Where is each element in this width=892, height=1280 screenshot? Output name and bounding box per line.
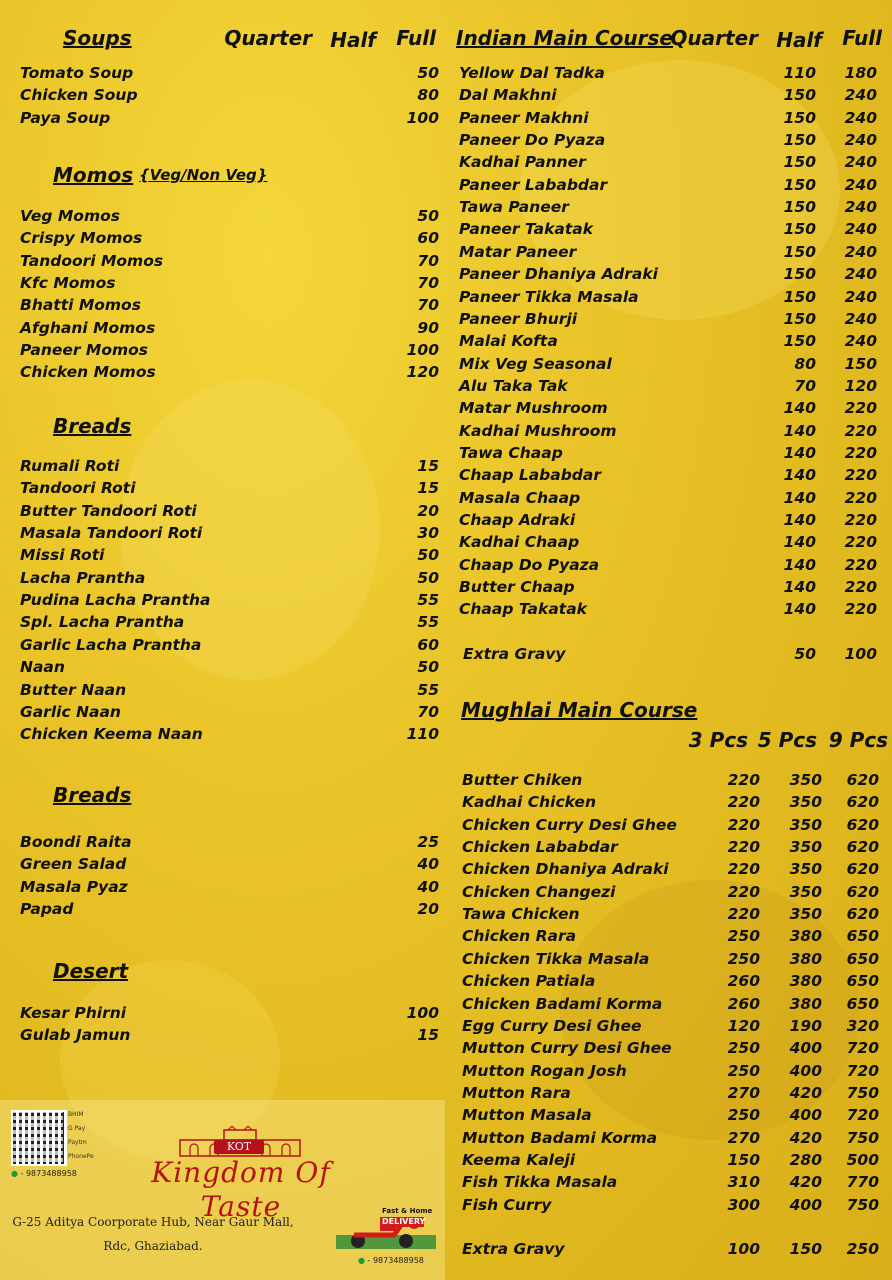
address-line-2: Rdc, Ghaziabad. xyxy=(103,1239,203,1253)
delivery-tagline: Fast & Home xyxy=(382,1207,433,1215)
menu-item-name: Yellow Dal Tadka xyxy=(459,64,605,82)
column-header-9-pcs: 9 Pcs xyxy=(828,728,888,752)
menu-item-price-full: 240 xyxy=(844,198,877,217)
paytm-label: Paytm xyxy=(68,1139,87,1146)
menu-item-price: 25 xyxy=(417,833,439,851)
menu-item-name: Kfc Momos xyxy=(20,274,116,293)
menu-item-price-half: 50 xyxy=(794,645,816,663)
menu-item-price: 100 xyxy=(406,1004,439,1022)
menu-item-price-half: 150 xyxy=(783,153,816,172)
menu-item-price-half: 150 xyxy=(783,108,816,127)
menu-item-price-full: 220 xyxy=(844,533,877,552)
column-header-5-pcs: 5 Pcs xyxy=(757,728,817,752)
menu-item-price-5-pcs: 350 xyxy=(789,793,822,812)
menu-item-price-half: 140 xyxy=(783,533,816,552)
menu-item-price-9-pcs: 750 xyxy=(846,1128,879,1147)
menu-item-name: Spl. Lacha Prantha xyxy=(20,613,185,632)
menu-item-price-5-pcs: 350 xyxy=(789,771,822,789)
menu-item-price-9-pcs: 750 xyxy=(846,1195,879,1214)
menu-item-price-5-pcs: 350 xyxy=(789,905,822,924)
menu-item-price-9-pcs: 770 xyxy=(846,1173,879,1192)
menu-item-price-full: 220 xyxy=(844,421,877,440)
menu-item-price-3-pcs: 220 xyxy=(727,838,760,857)
menu-item-name: Mutton Curry Desi Ghee xyxy=(462,1039,672,1058)
menu-item-name: Fish Curry xyxy=(462,1195,552,1214)
menu-item-price-half: 150 xyxy=(783,309,816,328)
menu-item-price: 80 xyxy=(417,86,439,105)
menu-item-name: Keema Kaleji xyxy=(462,1150,576,1169)
menu-item-name: Papad xyxy=(20,900,74,919)
menu-item-name: Kadhai Chaap xyxy=(459,533,580,552)
menu-item-price-5-pcs: 190 xyxy=(789,1016,822,1035)
menu-item-name: Chicken Keema Naan xyxy=(20,725,203,744)
menu-item-name: Matar Paneer xyxy=(459,242,577,261)
menu-item-price-3-pcs: 250 xyxy=(727,927,760,946)
menu-item-price-9-pcs: 250 xyxy=(846,1240,879,1258)
menu-item-name: Chicken Changezi xyxy=(462,882,616,901)
menu-item-name: Tomato Soup xyxy=(20,64,134,82)
menu-item-name: Butter Chiken xyxy=(462,771,583,789)
menu-item-price-full: 220 xyxy=(844,600,877,619)
column-header-3-pcs: 3 Pcs xyxy=(688,728,748,752)
menu-item-price-9-pcs: 620 xyxy=(846,771,879,789)
menu-item-price-full: 240 xyxy=(844,309,877,328)
menu-item-name: Paneer Takatak xyxy=(459,220,594,239)
menu-item-price-9-pcs: 750 xyxy=(846,1083,879,1102)
menu-item-price-half: 140 xyxy=(783,600,816,619)
menu-item-name: Butter Tandoori Roti xyxy=(20,501,197,520)
column-header-half: Half xyxy=(776,28,822,52)
qr-code-pattern xyxy=(11,1110,63,1162)
menu-item-name: Tawa Paneer xyxy=(459,198,569,217)
menu-item-price-half: 140 xyxy=(783,399,816,418)
menu-item-price-full: 240 xyxy=(844,220,877,239)
menu-item-price-9-pcs: 650 xyxy=(846,927,879,946)
menu-item-name: Afghani Momos xyxy=(20,318,156,337)
menu-item-price-9-pcs: 620 xyxy=(846,793,879,812)
menu-item-price: 110 xyxy=(406,725,439,744)
menu-item-price-3-pcs: 220 xyxy=(727,905,760,924)
menu-item-price-half: 150 xyxy=(783,287,816,306)
menu-item-price-full: 240 xyxy=(844,265,877,284)
menu-item-price-3-pcs: 150 xyxy=(727,1150,760,1169)
menu-item-price: 20 xyxy=(417,900,439,919)
menu-item-name: Green Salad xyxy=(20,855,127,874)
menu-item-price: 50 xyxy=(417,568,439,587)
menu-item-price-9-pcs: 650 xyxy=(846,949,879,968)
menu-item-price-full: 240 xyxy=(844,86,877,105)
menu-item-name: Naan xyxy=(20,658,65,677)
menu-item-price: 55 xyxy=(417,680,439,699)
menu-item-price-half: 140 xyxy=(783,488,816,507)
menu-item-price-half: 140 xyxy=(783,578,816,597)
menu-item-name: Garlic Naan xyxy=(20,702,121,721)
menu-item-price-5-pcs: 350 xyxy=(789,860,822,879)
menu-item-name: Mutton Masala xyxy=(462,1106,592,1125)
menu-item-name-extra-gravy: Extra Gravy xyxy=(462,1240,565,1258)
menu-item-name: Kadhai Chicken xyxy=(462,793,596,812)
menu-item-price-full: 240 xyxy=(844,175,877,194)
menu-item-price-5-pcs: 400 xyxy=(789,1039,822,1058)
menu-item-name: Chicken Lababdar xyxy=(462,838,618,857)
menu-item-price-5-pcs: 150 xyxy=(789,1240,822,1258)
menu-item-name: Paneer Momos xyxy=(20,341,149,360)
menu-item-price-9-pcs: 320 xyxy=(846,1016,879,1035)
menu-item-price-3-pcs: 220 xyxy=(727,882,760,901)
menu-item-price: 120 xyxy=(406,363,439,382)
menu-item-price: 55 xyxy=(417,591,439,610)
menu-item-price-5-pcs: 350 xyxy=(789,882,822,901)
menu-item-name: Chaap Takatak xyxy=(459,600,587,619)
menu-item-name: Egg Curry Desi Ghee xyxy=(462,1016,642,1035)
menu-item-price-9-pcs: 720 xyxy=(846,1039,879,1058)
menu-item-name: Tandoori Roti xyxy=(20,479,136,498)
section-title-soups: Soups xyxy=(63,26,132,50)
section-title-mughlai-main-course: Mughlai Main Course xyxy=(461,698,698,722)
menu-item-name: Masala Chaap xyxy=(459,488,581,507)
menu-item-price-9-pcs: 620 xyxy=(846,860,879,879)
menu-item-price-half: 70 xyxy=(794,376,816,395)
menu-item-name: Chaap Lababdar xyxy=(459,466,602,485)
menu-item-price-3-pcs: 100 xyxy=(727,1240,760,1258)
menu-item-price-half: 140 xyxy=(783,466,816,485)
menu-item-price-half: 150 xyxy=(783,86,816,105)
menu-item-price-9-pcs: 500 xyxy=(846,1150,879,1169)
menu-item-name: Paneer Tikka Masala xyxy=(459,287,639,306)
menu-item-price: 60 xyxy=(417,229,439,248)
menu-item-price-3-pcs: 220 xyxy=(727,815,760,834)
menu-item-name: Chicken Patiala xyxy=(462,972,596,991)
menu-item-price-half: 150 xyxy=(783,175,816,194)
menu-item-price-full: 240 xyxy=(844,131,877,150)
bhim-pay-label: BHIM xyxy=(68,1111,84,1118)
menu-item-name: Chicken Badami Korma xyxy=(462,994,663,1013)
delivery-badge: DELIVERY xyxy=(382,1217,426,1226)
menu-item-price-full: 240 xyxy=(844,108,877,127)
menu-item-price-half: 150 xyxy=(783,131,816,150)
menu-item-price-full: 150 xyxy=(844,354,877,373)
menu-item-name: Pudina Lacha Prantha xyxy=(20,591,211,610)
menu-item-price: 70 xyxy=(417,702,439,721)
menu-item-price-9-pcs: 620 xyxy=(846,838,879,857)
menu-item-name: Paneer Dhaniya Adraki xyxy=(459,265,658,284)
menu-item-price-half: 150 xyxy=(783,242,816,261)
menu-item-name: Bhatti Momos xyxy=(20,296,141,315)
menu-item-price: 50 xyxy=(417,64,439,82)
menu-item-price: 15 xyxy=(417,1026,439,1045)
menu-item-price-half: 140 xyxy=(783,443,816,462)
menu-item-price-half: 150 xyxy=(783,220,816,239)
menu-item-price-3-pcs: 250 xyxy=(727,1039,760,1058)
menu-item-price: 50 xyxy=(417,658,439,677)
column-header-half: Half xyxy=(330,28,376,52)
menu-item-price-5-pcs: 400 xyxy=(789,1195,822,1214)
column-header-full: Full xyxy=(842,26,882,50)
menu-item-price-5-pcs: 380 xyxy=(789,994,822,1013)
whatsapp-icon: ● xyxy=(11,1169,18,1178)
menu-item-price-9-pcs: 650 xyxy=(846,994,879,1013)
menu-item-price: 70 xyxy=(417,296,439,315)
menu-item-name: Rumali Roti xyxy=(20,457,120,475)
menu-item-price-9-pcs: 650 xyxy=(846,972,879,991)
menu-item-price: 40 xyxy=(417,877,439,896)
menu-item-price-half: 80 xyxy=(794,354,816,373)
menu-item-price-5-pcs: 420 xyxy=(789,1173,822,1192)
menu-item-name: Masala Pyaz xyxy=(20,877,128,896)
menu-item-name: Paneer Bhurji xyxy=(459,309,578,328)
menu-item-price: 50 xyxy=(417,546,439,565)
menu-item-price-3-pcs: 300 xyxy=(727,1195,760,1214)
column-header-full: Full xyxy=(396,26,436,50)
menu-item-price-full: 100 xyxy=(844,645,877,663)
section-title-desert: Desert xyxy=(53,959,129,983)
menu-item-name: Chicken Rara xyxy=(462,927,577,946)
menu-item-name: Mutton Badami Korma xyxy=(462,1128,658,1147)
menu-item-price-5-pcs: 350 xyxy=(789,815,822,834)
menu-item-price-9-pcs: 620 xyxy=(846,815,879,834)
menu-item-name: Dal Makhni xyxy=(459,86,557,105)
menu-item-name: Paneer Makhni xyxy=(459,108,589,127)
menu-item-name: Chaap Adraki xyxy=(459,511,576,529)
menu-item-name: Gulab Jamun xyxy=(20,1026,131,1045)
menu-item-name: Veg Momos xyxy=(20,207,120,225)
restaurant-logo: Kingdom Of Taste xyxy=(151,1156,331,1223)
menu-item-name: Tawa Chicken xyxy=(462,905,580,924)
menu-item-price-full: 220 xyxy=(844,555,877,574)
menu-item-price-3-pcs: 220 xyxy=(727,771,760,789)
gpay-label: G Pay xyxy=(68,1125,86,1132)
menu-item-price-half: 150 xyxy=(783,265,816,284)
menu-item-price: 50 xyxy=(417,207,439,225)
menu-item-name-extra-gravy: Extra Gravy xyxy=(463,645,566,663)
menu-item-price-full: 220 xyxy=(844,443,877,462)
menu-item-name: Alu Taka Tak xyxy=(459,376,568,395)
menu-item-name: Mutton Rogan Josh xyxy=(462,1061,627,1080)
menu-item-name: Missi Roti xyxy=(20,546,105,565)
menu-item-price: 100 xyxy=(406,341,439,360)
phone-number-delivery: ● - 9873488958 xyxy=(358,1256,424,1265)
menu-item-price-full: 220 xyxy=(844,488,877,507)
menu-item-price-full: 220 xyxy=(844,399,877,418)
menu-item-price-3-pcs: 260 xyxy=(727,972,760,991)
menu-item-price-5-pcs: 420 xyxy=(789,1083,822,1102)
menu-item-price-5-pcs: 350 xyxy=(789,838,822,857)
menu-item-price-half: 140 xyxy=(783,421,816,440)
menu-item-price-half: 140 xyxy=(783,555,816,574)
menu-item-price-3-pcs: 120 xyxy=(727,1016,760,1035)
menu-item-name: Paneer Lababdar xyxy=(459,175,608,194)
menu-item-name: Crispy Momos xyxy=(20,229,143,248)
menu-item-name: Malai Kofta xyxy=(459,332,558,351)
logo-badge: KOT xyxy=(214,1140,264,1154)
menu-item-price: 20 xyxy=(417,501,439,520)
section-title-breads: Breads xyxy=(53,414,132,438)
menu-item-price: 60 xyxy=(417,635,439,654)
menu-item-price: 100 xyxy=(406,108,439,127)
menu-item-price-3-pcs: 250 xyxy=(727,1106,760,1125)
menu-item-price-9-pcs: 620 xyxy=(846,882,879,901)
menu-item-price-full: 220 xyxy=(844,511,877,529)
menu-item-price-3-pcs: 310 xyxy=(727,1173,760,1192)
menu-item-price-full: 240 xyxy=(844,242,877,261)
menu-item-price-5-pcs: 400 xyxy=(789,1106,822,1125)
menu-item-price-full: 220 xyxy=(844,578,877,597)
menu-item-name: Chicken Curry Desi Ghee xyxy=(462,815,677,834)
menu-item-name: Butter Naan xyxy=(20,680,127,699)
menu-item-price: 40 xyxy=(417,855,439,874)
phone-number: ● - 9873488958 xyxy=(11,1169,77,1178)
menu-item-name: Matar Mushroom xyxy=(459,399,608,418)
menu-item-price-5-pcs: 420 xyxy=(789,1128,822,1147)
menu-item-price-half: 150 xyxy=(783,198,816,217)
column-header-quarter: Quarter xyxy=(670,26,758,50)
menu-item-price-3-pcs: 260 xyxy=(727,994,760,1013)
menu-item-name: Tandoori Momos xyxy=(20,251,164,270)
menu-item-price-3-pcs: 250 xyxy=(727,949,760,968)
menu-item-name: Lacha Prantha xyxy=(20,568,146,587)
menu-item-name: Tawa Chaap xyxy=(459,443,563,462)
menu-item-price: 55 xyxy=(417,613,439,632)
menu-item-price-3-pcs: 250 xyxy=(727,1061,760,1080)
menu-item-price: 30 xyxy=(417,524,439,543)
menu-item-price-3-pcs: 270 xyxy=(727,1083,760,1102)
menu-item-price: 90 xyxy=(417,318,439,337)
menu-item-name: Paya Soup xyxy=(20,108,111,127)
menu-item-price: 70 xyxy=(417,251,439,270)
menu-item-price-5-pcs: 280 xyxy=(789,1150,822,1169)
menu-item-name: Boondi Raita xyxy=(20,833,132,851)
menu-item-name: Masala Tandoori Roti xyxy=(20,524,203,543)
whatsapp-icon: ● xyxy=(358,1256,365,1265)
menu-item-price-3-pcs: 220 xyxy=(727,793,760,812)
menu-item-name: Chicken Dhaniya Adraki xyxy=(462,860,669,879)
menu-item-price: 15 xyxy=(417,457,439,475)
menu-item-price-full: 220 xyxy=(844,466,877,485)
menu-item-name: Mutton Rara xyxy=(462,1083,571,1102)
menu-item-name: Chicken Soup xyxy=(20,86,138,105)
menu-item-price-3-pcs: 220 xyxy=(727,860,760,879)
menu-item-name: Chaap Do Pyaza xyxy=(459,555,600,574)
menu-item-name: Kadhai Panner xyxy=(459,153,586,172)
menu-item-name: Chicken Momos xyxy=(20,363,156,382)
section-title-indian-main-course: Indian Main Course xyxy=(456,26,673,50)
menu-item-price-9-pcs: 620 xyxy=(846,905,879,924)
column-header-quarter: Quarter xyxy=(224,26,312,50)
menu-item-name: Kadhai Mushroom xyxy=(459,421,617,440)
phonepe-label: PhonePe xyxy=(68,1153,94,1160)
menu-item-price-full: 240 xyxy=(844,332,877,351)
section-subtitle-momos: {Veg/Non Veg} xyxy=(139,166,268,184)
menu-item-price-5-pcs: 380 xyxy=(789,972,822,991)
menu-item-price-full: 240 xyxy=(844,153,877,172)
menu-item-price: 15 xyxy=(417,479,439,498)
menu-item-name: Chicken Tikka Masala xyxy=(462,949,650,968)
menu-item-price-3-pcs: 270 xyxy=(727,1128,760,1147)
menu-item-price-5-pcs: 400 xyxy=(789,1061,822,1080)
menu-item-price-9-pcs: 720 xyxy=(846,1061,879,1080)
menu-item-name: Paneer Do Pyaza xyxy=(459,131,606,150)
menu-item-price-full: 120 xyxy=(844,376,877,395)
menu-item-name: Kesar Phirni xyxy=(20,1004,127,1022)
menu-item-name: Fish Tikka Masala xyxy=(462,1173,618,1192)
menu-item-price-5-pcs: 380 xyxy=(789,927,822,946)
menu-item-price-full: 240 xyxy=(844,287,877,306)
menu-item-price-full: 180 xyxy=(844,64,877,82)
menu-item-price-half: 150 xyxy=(783,332,816,351)
menu-item-name: Butter Chaap xyxy=(459,578,575,597)
address-line-1: G-25 Aditya Coorporate Hub, Near Gaur Mall, xyxy=(12,1215,294,1229)
section-title-breads-sides: Breads xyxy=(53,783,132,807)
menu-item-price-half: 140 xyxy=(783,511,816,529)
menu-item-price-half: 110 xyxy=(783,64,816,82)
menu-item-price: 70 xyxy=(417,274,439,293)
menu-item-name: Mix Veg Seasonal xyxy=(459,354,612,373)
section-title-momos: Momos xyxy=(53,163,134,187)
menu-item-name: Garlic Lacha Prantha xyxy=(20,635,202,654)
menu-item-price-5-pcs: 380 xyxy=(789,949,822,968)
menu-item-price-9-pcs: 720 xyxy=(846,1106,879,1125)
